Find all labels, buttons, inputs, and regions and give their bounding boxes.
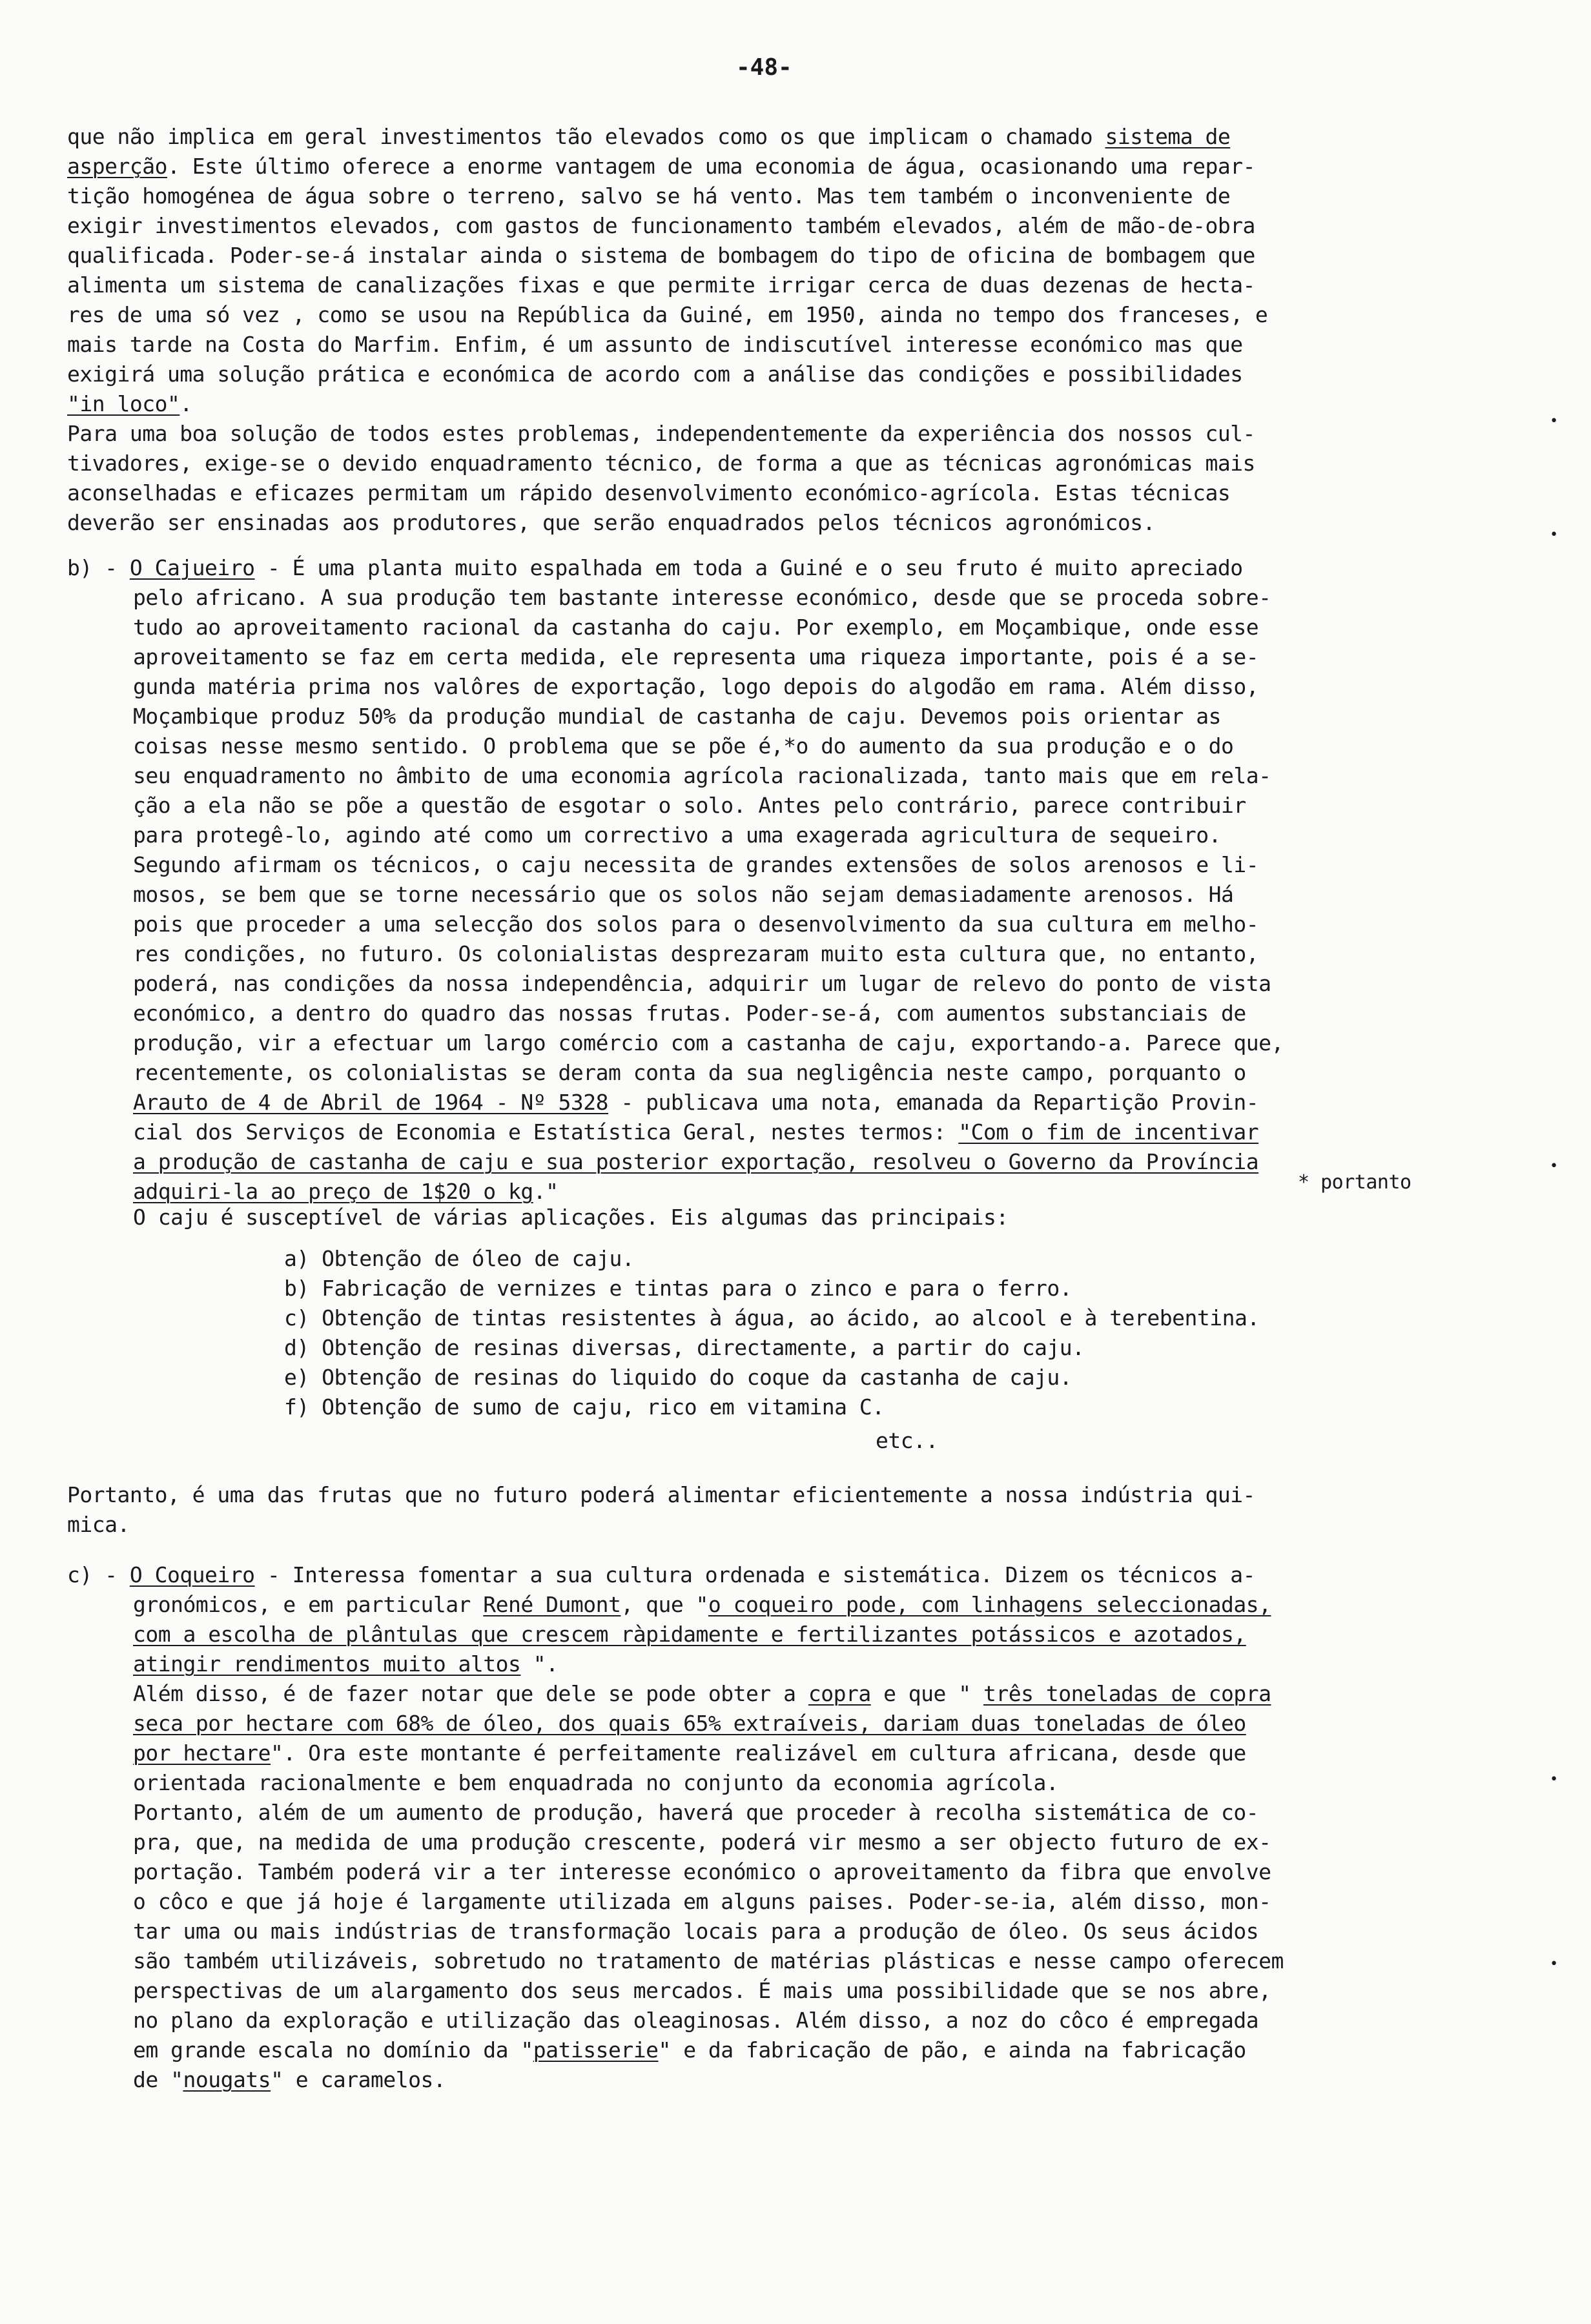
- text-line: económico, a dentro do quadro das nossas frutas. Poder-se-á, com aumentos substanciais de: [133, 1001, 1246, 1026]
- text-line: seu enquadramento no âmbito de uma economia agrícola racionalizada, tanto mais que em rela-: [133, 763, 1271, 788]
- text-line: Portanto, é uma das frutas que no futuro poderá alimentar eficientemente a nossa indústria qui-: [67, 1482, 1255, 1507]
- text-line: gunda matéria prima nos valôres de exportação, logo depois do algodão em rama. Além disso,: [133, 674, 1259, 699]
- text-line: tivadores, exige-se o devido enquadramento técnico, de forma a que as técnicas agronómicas mais: [67, 451, 1255, 476]
- text-line: produção, vir a efectuar um largo comércio com a castanha de caju, exportando-a. Parece que,: [133, 1030, 1284, 1055]
- text-line: pelo africano. A sua produção tem bastante interesse económico, desde que se proceda sobre-: [133, 585, 1271, 610]
- text-line: são também utilizáveis, sobretudo no tratamento de matérias plásticas e nesse campo oferecem: [133, 1948, 1284, 1973]
- margin-mark: •: [1550, 527, 1559, 543]
- margin-mark: •: [1550, 1956, 1559, 1972]
- text-line: para protegê-lo, agindo até como um correctivo a uma exagerada agricultura de sequeiro.: [133, 822, 1221, 848]
- text-line: ção a ela não se põe a questão de esgotar o solo. Antes pelo contrário, parece contribuir: [133, 793, 1246, 818]
- text-line: pra, que, na medida de uma produção crescente, poderá vir mesmo a ser objecto futuro de ex-: [133, 1830, 1271, 1855]
- text-line: perspectivas de um alargamento dos seus mercados. É mais uma possibilidade que se nos abre,: [133, 1978, 1271, 2003]
- margin-mark: •: [1550, 1771, 1559, 1788]
- text-line: tar uma ou mais indústrias de transformação locais para a produção de óleo. Os seus ácidos: [133, 1919, 1259, 1944]
- list-item: d) Obtenção de resinas diversas, directamente, a partir do caju.: [284, 1335, 1085, 1360]
- text-line: res de uma só vez , como se usou na República da Guiné, em 1950, ainda no tempo dos franceses, e: [67, 302, 1268, 327]
- text-line: em grande escala no domínio da "patisserie" e da fabricação de pão, e ainda na fabricação: [133, 2037, 1246, 2063]
- text-line: mais tarde na Costa do Marfim. Enfim, é um assunto de indiscutível interesse económico mas que: [67, 332, 1243, 357]
- text-line: tição homogénea de água sobre o terreno, salvo se há vento. Mas tem também o inconveniente de: [67, 183, 1231, 209]
- text-line: Além disso, é de fazer notar que dele se pode obter a copra e que " três toneladas de copra: [133, 1681, 1271, 1706]
- list-item: f) Obtenção de sumo de caju, rico em vitamina C.: [284, 1394, 885, 1420]
- list-item: c) Obtenção de tintas resistentes à água, ao ácido, ao alcool e à terebentina.: [284, 1305, 1260, 1330]
- text-line: no plano da exploração e utilização das oleaginosas. Além disso, a noz do côco é empregada: [133, 2008, 1259, 2033]
- list-item: b) Fabricação de vernizes e tintas para o zinco e para o ferro.: [284, 1276, 1073, 1301]
- text-line: pois que proceder a uma selecção dos solos para o desenvolvimento da sua cultura em melho-: [133, 912, 1259, 937]
- footnote-portanto: * portanto: [1298, 1171, 1411, 1194]
- text-line: seca por hectare com 68% de óleo, dos quais 65% extraíveis, dariam duas toneladas de óleo: [133, 1711, 1246, 1736]
- text-line: Segundo afirmam os técnicos, o caju necessita de grandes extensões de solos arenosos e li-: [133, 852, 1259, 877]
- margin-mark: •: [1550, 1158, 1559, 1174]
- text-line: que não implica em geral investimentos tão elevados como os que implicam o chamado sistema de: [67, 124, 1231, 149]
- list-item: e) Obtenção de resinas do liquido do coque da castanha de caju.: [284, 1365, 1073, 1390]
- text-line: com a escolha de plântulas que crescem ràpidamente e fertilizantes potássicos e azotados,: [133, 1622, 1246, 1647]
- text-line: portação. Também poderá vir a ter interesse económico o aproveitamento da fibra que envolve: [133, 1859, 1271, 1884]
- text-line: orientada racionalmente e bem enquadrada no conjunto da economia agrícola.: [133, 1770, 1059, 1795]
- text-line: cial dos Serviços de Economia e Estatística Geral, nestes termos: "Com o fim de incentivar: [133, 1119, 1259, 1145]
- text-line: O caju é susceptível de várias aplicações. Eis algumas das principais:: [133, 1205, 1009, 1230]
- text-line: poderá, nas condições da nossa independência, adquirir um lugar de relevo do ponto de vista: [133, 971, 1271, 996]
- text-line: deverão ser ensinadas aos produtores, que serão enquadrados pelos técnicos agronómicos.: [67, 510, 1155, 535]
- text-line: mica.: [67, 1512, 130, 1537]
- text-line: recentemente, os colonialistas se deram conta da sua negligência neste campo, porquanto o: [133, 1060, 1246, 1085]
- text-line: coisas nesse mesmo sentido. O problema que se põe é,*o do aumento da sua produção e o do: [133, 733, 1234, 759]
- text-line: exigirá uma solução prática e económica de acordo com a análise das condições e possibilidades: [67, 362, 1243, 387]
- text-line: mosos, se bem que se torne necessário que os solos não sejam demasiadamente arenosos. Há: [133, 882, 1234, 907]
- text-line: exigir investimentos elevados, com gastos de funcionamento também elevados, além de mão-de-obra: [67, 213, 1255, 238]
- text-line: asperção. Este último oferece a enorme vantagem de uma economia de água, ocasionando uma repar-: [67, 154, 1255, 179]
- text-line: o côco e que já hoje é largamente utilizada em alguns paises. Poder-se-ia, além disso, mon-: [133, 1889, 1271, 1914]
- text-line: Para uma boa solução de todos estes problemas, independentemente da experiência dos nossos cul-: [67, 421, 1255, 446]
- text-line: Moçambique produz 50% da produção mundial de castanha de caju. Devemos pois orientar as: [133, 704, 1221, 729]
- section-c-heading: c) - O Coqueiro - Interessa fomentar a sua cultura ordenada e sistemática. Dizem os técnicos a-: [67, 1562, 1255, 1587]
- text-line: adquiri-la ao preço de 1$20 o kg.": [133, 1179, 559, 1204]
- text-line: qualificada. Poder-se-á instalar ainda o sistema de bombagem do tipo de oficina de bombagem que: [67, 243, 1255, 268]
- text-line: gronómicos, e em particular René Dumont, que "o coqueiro pode, com linhagens seleccionadas,: [133, 1592, 1271, 1617]
- text-line: Portanto, além de um aumento de produção, haverá que proceder à recolha sistemática de co-: [133, 1800, 1259, 1825]
- section-b-heading: b) - O Cajueiro - É uma planta muito espalhada em toda a Guiné e o seu fruto é muito apreciado: [67, 555, 1243, 580]
- text-line: de "nougats" e caramelos.: [133, 2067, 446, 2092]
- text-line: a produção de castanha de caju e sua posterior exportação, resolveu o Governo da Província: [133, 1149, 1259, 1174]
- text-line: atingir rendimentos muito altos ".: [133, 1651, 559, 1677]
- text-line: Arauto de 4 de Abril de 1964 - Nº 5328 - publicava uma nota, emanada da Repartição Provin-: [133, 1090, 1259, 1115]
- text-line: tudo ao aproveitamento racional da castanha do caju. Por exemplo, em Moçambique, onde esse: [133, 615, 1259, 640]
- page-number: -48-: [736, 54, 792, 81]
- text-line: res condições, no futuro. Os colonialistas desprezaram muito esta cultura que, no entanto,: [133, 941, 1259, 966]
- text-line: "in loco".: [67, 391, 192, 416]
- text-line: aconselhadas e eficazes permitam um rápido desenvolvimento económico-agrícola. Estas técnicas: [67, 480, 1231, 505]
- text-line: alimenta um sistema de canalizações fixas e que permite irrigar cerca de duas dezenas de hecta-: [67, 272, 1255, 298]
- margin-mark: •: [1550, 413, 1559, 429]
- text-line: aproveitamento se faz em certa medida, ele representa uma riqueza importante, pois é a se-: [133, 644, 1259, 669]
- text-line: por hectare". Ora este montante é perfeitamente realizável em cultura africana, desde que: [133, 1740, 1246, 1766]
- list-item: a) Obtenção de óleo de caju.: [284, 1246, 635, 1271]
- list-etc: etc..: [876, 1428, 938, 1453]
